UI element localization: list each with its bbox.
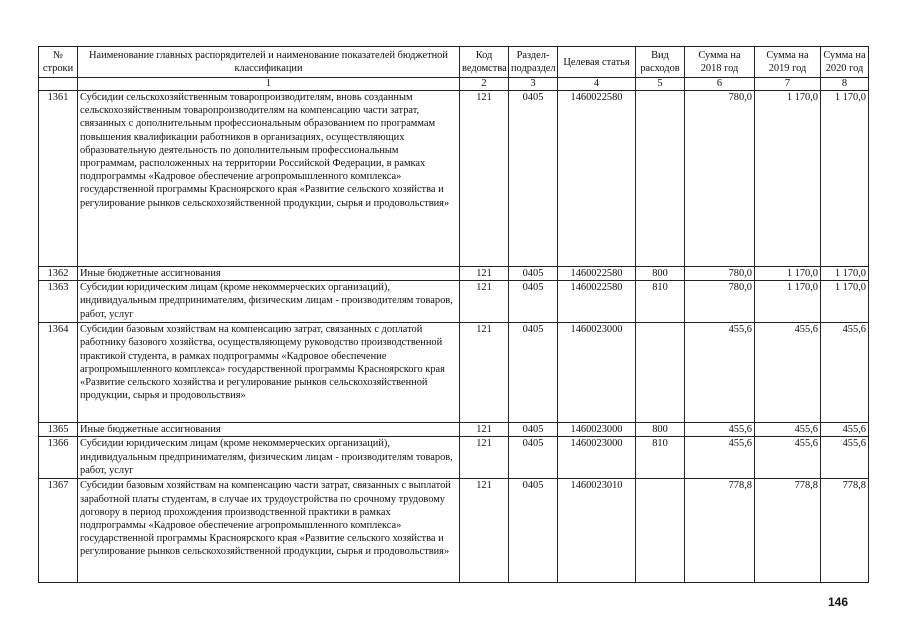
table-row	[39, 281, 869, 323]
column-number: 2	[460, 78, 509, 91]
row-section: 0405	[509, 91, 558, 267]
row-sum-2020: 455,6	[821, 323, 869, 423]
row-name: Субсидии сельскохозяйственным товаропроизводителям, вновь созданным сельскохозяйственным товаропроизводителям на компенсацию части затрат, связанных с дополнительным профессиональным образованием по программам повышения квалификации работников в организациях, осуществляющих образовательную деятельность по дополнительным профессиональным программам, расположенных на территории Российской Федерации, в рамках подпрограммы «Кадровое обеспечение агропромышленного комплекса» государственной программы Красноярского края «Развитие сельского хозяйства и регулирование рынков сельскохозяйственной продукции, сырья и продовольствия»	[78, 91, 460, 267]
row-dept: 121	[460, 267, 509, 281]
table-row	[39, 479, 869, 583]
row-number: 1364	[39, 323, 78, 423]
row-sum-2018: 455,6	[685, 323, 755, 423]
row-article: 1460023000	[558, 423, 636, 437]
header-exp-type: Вид расходов	[636, 47, 685, 78]
row-sum-2018: 780,0	[685, 281, 755, 323]
row-exp-type: 810	[636, 281, 685, 323]
header-sum-2020: Сумма на 2020 год	[821, 47, 869, 78]
table-header	[39, 47, 869, 91]
row-section: 0405	[509, 423, 558, 437]
row-sum-2018: 778,8	[685, 479, 755, 583]
row-number: 1363	[39, 281, 78, 323]
row-exp-type	[636, 91, 685, 267]
header-section: Раздел-подраздел	[509, 47, 558, 78]
header-name: Наименование главных распорядителей и наименование показателей бюджетной классификации	[78, 47, 460, 78]
table-row	[39, 323, 869, 423]
row-sum-2018: 780,0	[685, 267, 755, 281]
row-name: Субсидии базовым хозяйствам на компенсацию затрат, связанных с доплатой работнику базового хозяйства, осуществляющему руководство производственной практикой студента, в рамках подпрограммы «Кадровое обеспечение агропромышленного комплекса» государственной программы Красноярского края «Развитие сельского хозяйства и регулирование рынков сельскохозяйственной продукции, сырья и продовольствия»	[78, 323, 460, 423]
row-article: 1460022580	[558, 281, 636, 323]
row-sum-2019: 1 170,0	[755, 267, 821, 281]
row-dept: 121	[460, 281, 509, 323]
row-section: 0405	[509, 323, 558, 423]
row-sum-2018: 455,6	[685, 423, 755, 437]
row-article: 1460022580	[558, 91, 636, 267]
row-name: Субсидии юридическим лицам (кроме некоммерческих организаций), индивидуальным предпринимателям, физическим лицам - производителям товаров, работ, услуг	[78, 281, 460, 323]
row-name: Субсидии базовым хозяйствам на компенсацию части затрат, связанных с выплатой заработной платы студентам, в случае их трудоустройства по срочному трудовому договору в период прохождения производственной практики в рамках подпрограммы «Кадровое обеспечение агропромышленного комплекса» государственной программы Красноярского края «Развитие сельского хозяйства и регулирование рынков сельскохозяйственной продукции, сырья и продовольствия»	[78, 479, 460, 583]
table-body	[39, 91, 869, 583]
column-number	[39, 78, 78, 91]
row-sum-2020: 455,6	[821, 423, 869, 437]
page-number: 146	[828, 595, 849, 609]
header-dept: Код ведомства	[460, 47, 509, 78]
row-sum-2019: 455,6	[755, 437, 821, 479]
column-number: 4	[558, 78, 636, 91]
header-sum-2018: Сумма на 2018 год	[685, 47, 755, 78]
column-number-row	[39, 78, 869, 91]
row-article: 1460023000	[558, 323, 636, 423]
column-number: 7	[755, 78, 821, 91]
row-name: Иные бюджетные ассигнования	[78, 423, 460, 437]
row-name: Иные бюджетные ассигнования	[78, 267, 460, 281]
row-sum-2019: 1 170,0	[755, 91, 821, 267]
column-number: 6	[685, 78, 755, 91]
table-row	[39, 437, 869, 479]
row-sum-2018: 780,0	[685, 91, 755, 267]
header-num: № строки	[39, 47, 78, 78]
row-section: 0405	[509, 267, 558, 281]
row-sum-2019: 455,6	[755, 323, 821, 423]
row-exp-type: 800	[636, 423, 685, 437]
row-dept: 121	[460, 91, 509, 267]
row-number: 1367	[39, 479, 78, 583]
header-sum-2019: Сумма на 2019 год	[755, 47, 821, 78]
budget-table	[38, 46, 869, 583]
row-number: 1366	[39, 437, 78, 479]
row-exp-type	[636, 479, 685, 583]
row-number: 1361	[39, 91, 78, 267]
row-exp-type: 800	[636, 267, 685, 281]
header-article: Целевая статья	[558, 47, 636, 78]
row-sum-2020: 455,6	[821, 437, 869, 479]
row-dept: 121	[460, 423, 509, 437]
row-number: 1365	[39, 423, 78, 437]
row-sum-2019: 778,8	[755, 479, 821, 583]
table-row	[39, 423, 869, 437]
row-section: 0405	[509, 437, 558, 479]
row-name: Субсидии юридическим лицам (кроме некоммерческих организаций), индивидуальным предпринимателям, физическим лицам - производителям товаров, работ, услуг	[78, 437, 460, 479]
row-dept: 121	[460, 323, 509, 423]
row-section: 0405	[509, 479, 558, 583]
row-dept: 121	[460, 437, 509, 479]
column-number: 1	[78, 78, 460, 91]
row-number: 1362	[39, 267, 78, 281]
row-sum-2020: 1 170,0	[821, 91, 869, 267]
column-number: 8	[821, 78, 869, 91]
row-article: 1460023000	[558, 437, 636, 479]
row-article: 1460022580	[558, 267, 636, 281]
row-exp-type: 810	[636, 437, 685, 479]
row-dept: 121	[460, 479, 509, 583]
column-number: 3	[509, 78, 558, 91]
row-exp-type	[636, 323, 685, 423]
row-sum-2020: 778,8	[821, 479, 869, 583]
table-row	[39, 267, 869, 281]
row-article: 1460023010	[558, 479, 636, 583]
row-sum-2020: 1 170,0	[821, 267, 869, 281]
row-sum-2020: 1 170,0	[821, 281, 869, 323]
row-sum-2019: 455,6	[755, 423, 821, 437]
table-row	[39, 91, 869, 267]
row-section: 0405	[509, 281, 558, 323]
column-number: 5	[636, 78, 685, 91]
header-row	[39, 47, 869, 78]
row-sum-2018: 455,6	[685, 437, 755, 479]
row-sum-2019: 1 170,0	[755, 281, 821, 323]
